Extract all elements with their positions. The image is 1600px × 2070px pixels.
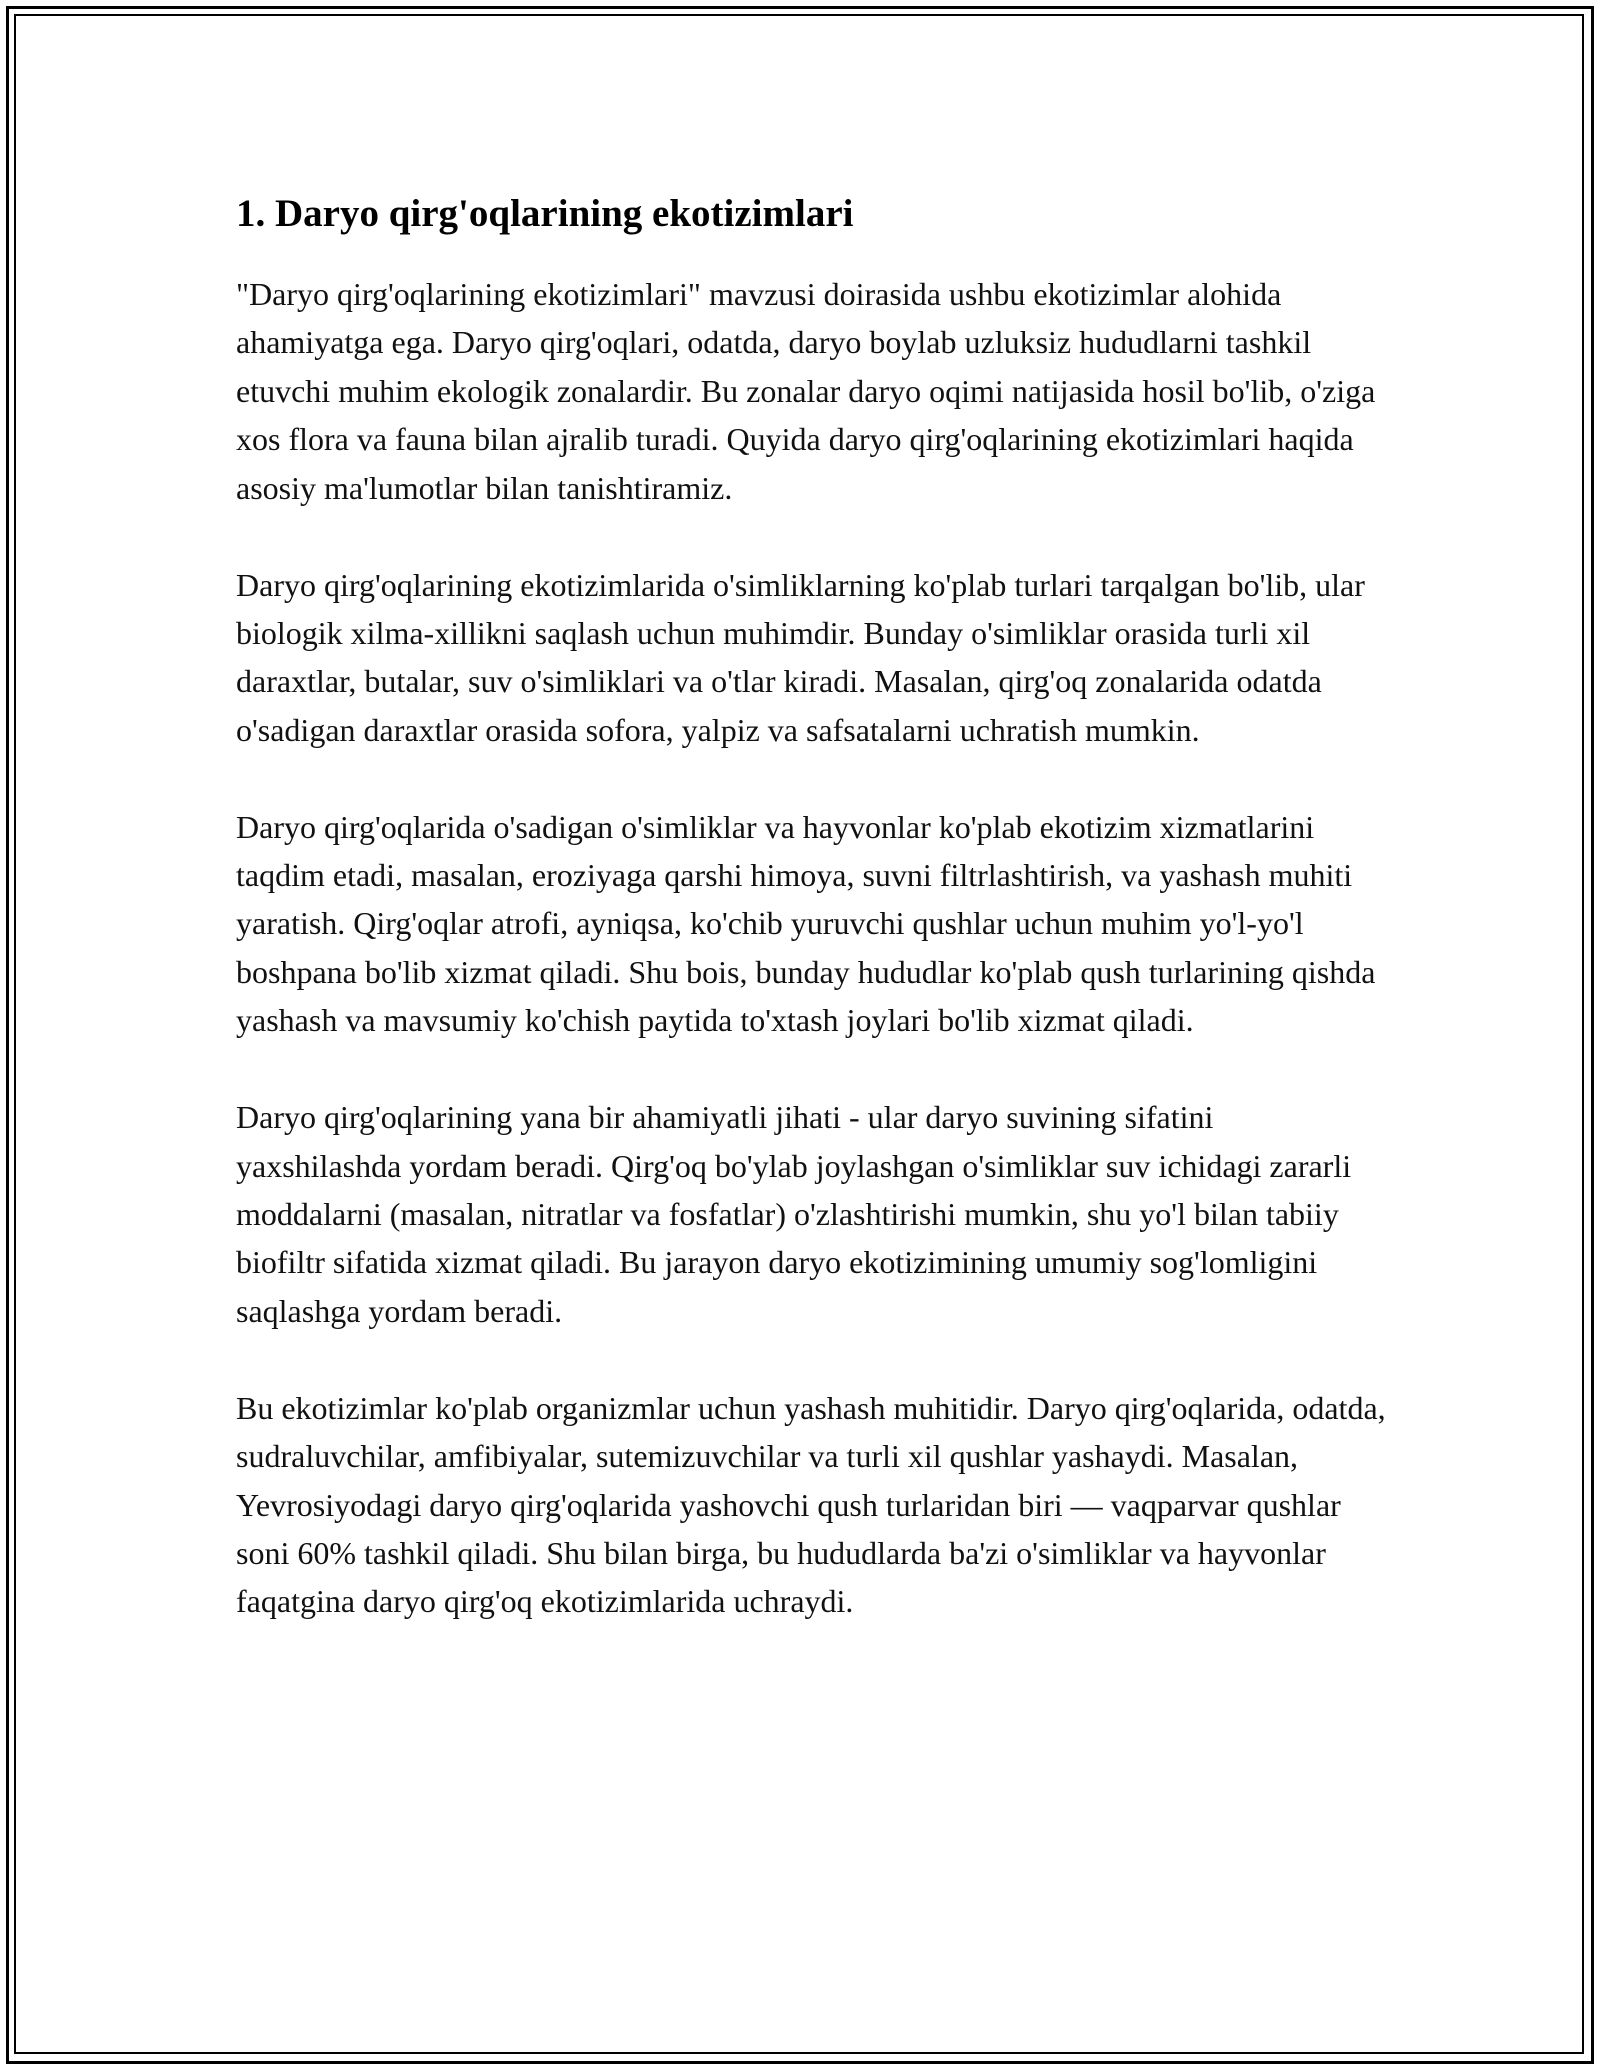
section-heading: 1. Daryo qirg'oqlarining ekotizimlari [236,192,854,235]
paragraph-habitat: Bu ekotizimlar ko'plab organizmlar uchun yashash muhitidir. Daryo qirg'oqlarida, odatda, sudraluvchilar, amfibiyalar, sutemizuvchilar va turli xil qushlar yashaydi. Masalan, Yevrosiyodagi daryo qirg'oqlarida yashovchi qush turlaridan biri — vaqparvar qushlar soni 60% tashkil qiladi. Shu bilan birga, bu hududlarda ba'zi o'simliklar va hayvonlar faqatgina daryo qirg'oq ekotizimlarida uchraydi. [236,1389,1386,1620]
paragraph-intro: "Daryo qirg'oqlarining ekotizimlari" mavzusi doirasida ushbu ekotizimlar alohida ahamiyatga ega. Daryo qirg'oqlari, odatda, daryo boylab uzluksiz hududlarni tashkil etuvchi muhim ekologik zonalardir. Bu zonalar daryo oqimi natijasida hosil bo'lib, o'ziga xos flora va fauna bilan ajralib turadi. Quyida daryo qirg'oqlarining ekotizimlari haqida asosiy ma'lumotlar bilan tanishtiramiz. [236,276,1376,506]
paragraph-ecosystem-services: Daryo qirg'oqlarida o'sadigan o'simliklar va hayvonlar ko'plab ekotizim xizmatlarini taqdim etadi, masalan, eroziyaga qarshi himoya, suvni filtrlashtirish, va yashash muhiti yaratish. Qirg'oqlar atrofi, ayniqsa, ko'chib yuruvchi qushlar uchun muhim yo'l-yo'l boshpana bo'lib xizmat qiladi. Shu bois, bunday hududlar ko'plab qush turlarining qishda yashash va mavsumiy ko'chish paytida to'xtash joylari bo'lib xizmat qiladi. [236,808,1376,1039]
paragraph-flora: Daryo qirg'oqlarining ekotizimlarida o'simliklarning ko'plab turlari tarqalgan bo'lib, ular biologik xilma-xillikni saqlash uchun muhimdir. Bunday o'simliklar orasida turli xil daraxtlar, butalar, suv o'simliklari va o'tlar kiradi. Masalan, qirg'oq zonalarida odatda o'sadigan daraxtlar orasida sofora, yalpiz va safsatalarni uchratish mumkin. [236,566,1365,748]
paragraph-water-quality: Daryo qirg'oqlarining yana bir ahamiyatli jihati - ular daryo suvining sifatini yaxshilashda yordam beradi. Qirg'oq bo'ylab joylashgan o'simliklar suv ichidagi zararli moddalarni (masalan, nitratlar va fosfatlar) o'zlashtirishi mumkin, shu yo'l bilan tabiiy biofiltr sifatida xizmat qiladi. Bu jarayon daryo ekotizimining umumiy sog'lomligini saqlashga yordam beradi. [236,1099,1352,1329]
document-body [236,186,1386,1674]
